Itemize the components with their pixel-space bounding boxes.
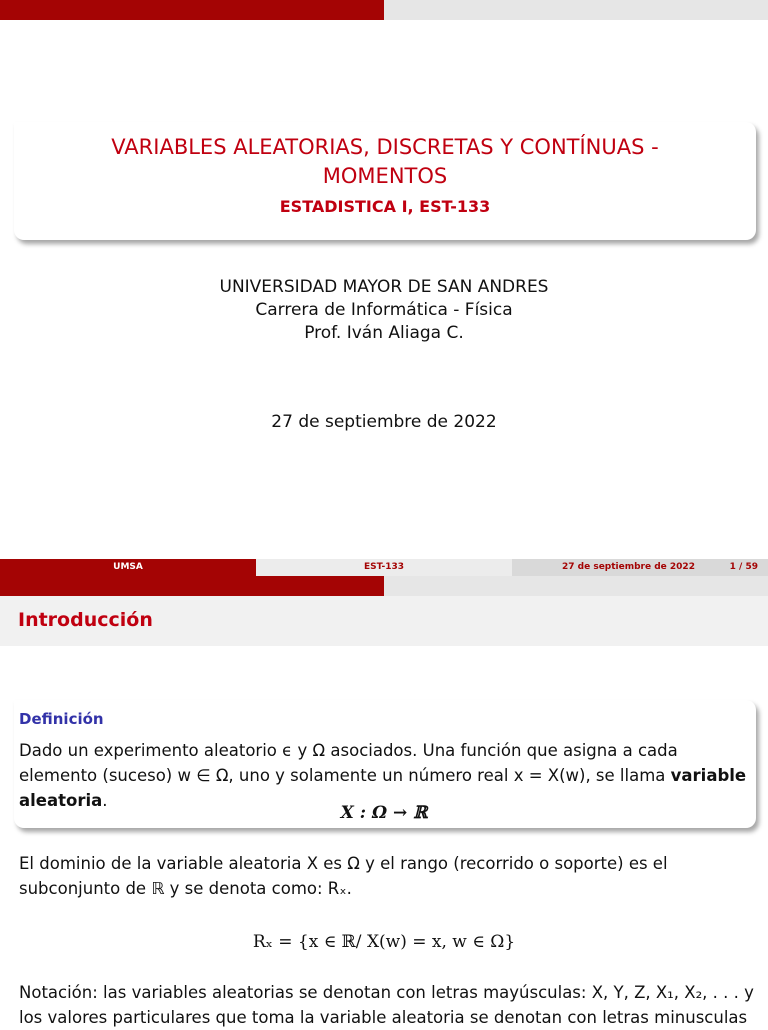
footer-course: EST-133 (256, 559, 512, 576)
footer-date: 27 de septiembre de 2022 (562, 562, 695, 572)
definition-text-end: . (102, 791, 108, 810)
mapping-equation: X : Ω → ℝ (340, 803, 428, 823)
institution: UNIVERSIDAD MAYOR DE SAN ANDRES (219, 277, 549, 297)
definition-heading: Definición (19, 710, 104, 728)
title-line-1: VARIABLES ALEATORIAS, DISCRETAS Y CONTÍNUAS - (111, 135, 659, 159)
professor: Prof. Iván Aliaga C. (304, 323, 464, 343)
top-progress-strip (0, 0, 768, 20)
author-block (0, 276, 768, 345)
footer-right (512, 559, 768, 576)
presentation-title (14, 133, 756, 191)
page-number: 1 / 59 (729, 562, 758, 572)
definition-text (19, 738, 754, 813)
progress-empty (384, 576, 768, 596)
definition-term: variable aleatoria (19, 766, 747, 810)
top-progress-strip-2 (0, 576, 768, 596)
footer-institution: UMSA (0, 559, 256, 576)
range-equation: Rₓ = {x ∈ ℝ/ X(w) = x, w ∈ Ω} (252, 932, 516, 952)
frame-title: Introducción (18, 609, 153, 631)
definition-text-main: Dado un experimento aleatorio ϵ y Ω asociados. Una función que asigna a cada elemento (suceso) w ∈ Ω, uno y solamente un número real x = X(w), se llama (19, 741, 678, 785)
progress-empty (384, 0, 768, 20)
progress-filled (0, 576, 384, 596)
presentation-date: 27 de septiembre de 2022 (271, 412, 497, 432)
career: Carrera de Informática - Física (255, 300, 513, 320)
progress-filled (0, 0, 384, 20)
domain-paragraph: El dominio de la variable aleatoria X es Ω y el rango (recorrido o soporte) es el subconjunto de ℝ y se denota como: Rₓ. (19, 854, 668, 898)
title-block (14, 122, 756, 240)
presentation-subtitle: ESTADISTICA I, EST-133 (279, 197, 491, 216)
title-line-2: MOMENTOS (322, 164, 448, 188)
slide-footer (0, 559, 768, 576)
notation-paragraph: Notación: las variables aleatorias se denotan con letras mayúsculas: X, Y, Z, X₁, X₂, . . . y los valores particulares que toma la variable aleatoria se denotan con letras minusculas (19, 983, 754, 1027)
